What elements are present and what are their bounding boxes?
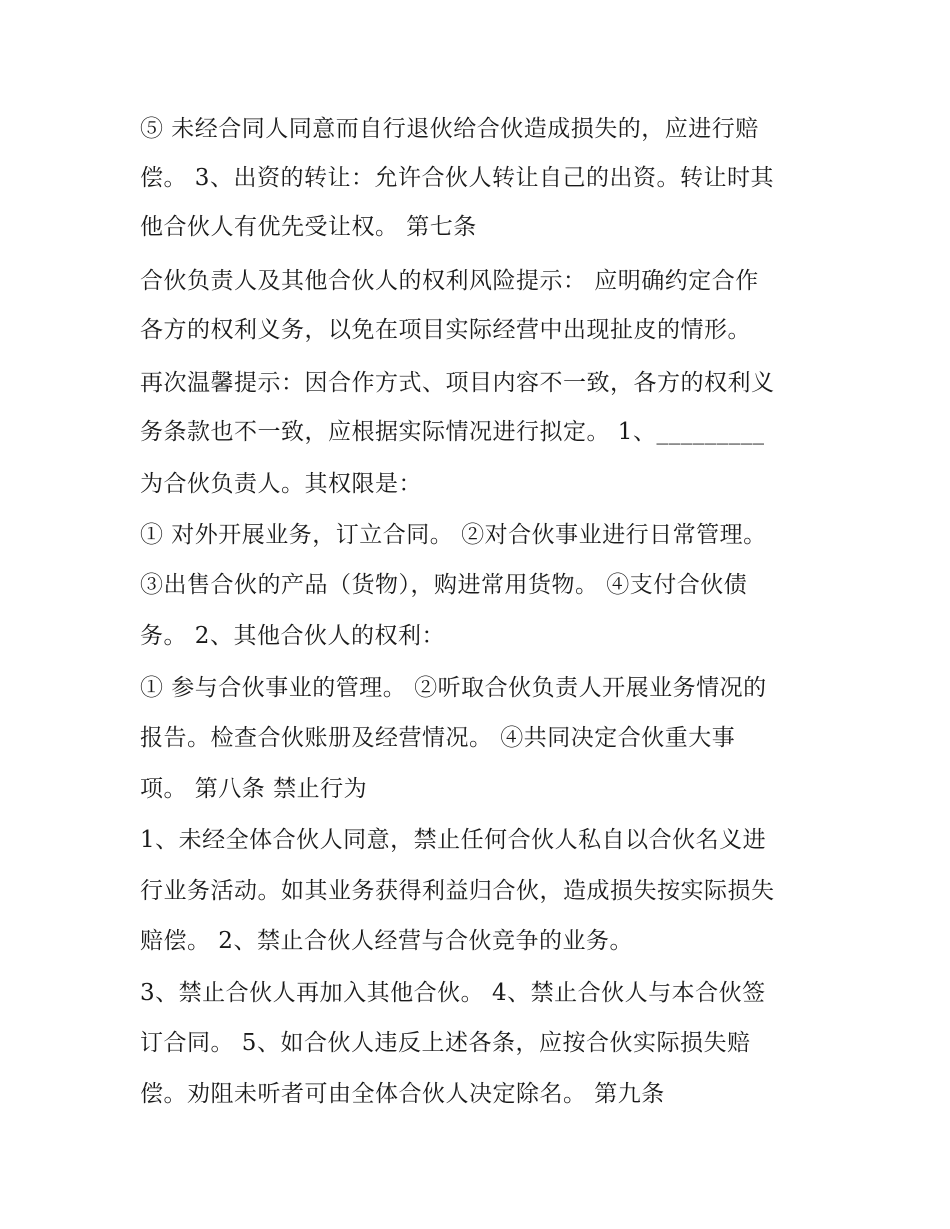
text-line: ③出售合伙的产品（货物），购进常用货物。 ④支付合伙债	[140, 572, 748, 598]
text-line: ① 对外开展业务，订立合同。 ②对合伙事业进行日常管理。	[140, 522, 767, 548]
text-line: 订合同。 5、如合伙人违反上述各条，应按合伙实际损失赔	[140, 1030, 751, 1056]
text-line: ① 参与合伙事业的管理。 ②听取合伙负责人开展业务情况的	[140, 675, 767, 701]
text-line: 再次温馨提示：因合作方式、项目内容不一致，各方的权利义	[140, 370, 775, 396]
text-line: 3、禁止合伙人再加入其他合伙。 4、禁止合伙人与本合伙签	[140, 980, 766, 1006]
text-line: 为合伙负责人。其权限是：	[140, 471, 422, 497]
text-line: 赔偿。 2、禁止合伙人经营与合伙竞争的业务。	[140, 928, 633, 954]
text-line: 项。 第八条 禁止行为	[140, 776, 368, 802]
text-line: 合伙负责人及其他合伙人的权利风险提示： 应明确约定合作	[140, 268, 759, 294]
text-line: 务。 2、其他合伙人的权利：	[140, 623, 445, 649]
text-line: 他合伙人有优先受让权。 第七条	[140, 214, 477, 240]
text-line: 偿。 3、出资的转让：允许合伙人转让自己的出资。转让时其	[140, 165, 774, 191]
text-line: 行业务活动。如其业务获得利益归合伙，造成损失按实际损失	[140, 878, 775, 904]
text-line: ⑤ 未经合同人同意而自行退伙给合伙造成损失的，应进行赔	[140, 116, 759, 142]
text-line: 各方的权利义务，以免在项目实际经营中出现扯皮的情形。	[140, 317, 751, 343]
text-line: 偿。劝阻未听者可由全体合伙人决定除名。 第九条	[140, 1081, 665, 1107]
text-line: 1、未经全体合伙人同意，禁止任何合伙人私自以合伙名义进	[140, 827, 767, 853]
text-line: 报告。检查合伙账册及经营情况。 ④共同决定合伙重大事	[140, 725, 736, 751]
text-line: 务条款也不一致，应根据实际情况进行拟定。 1、_________	[140, 419, 765, 445]
